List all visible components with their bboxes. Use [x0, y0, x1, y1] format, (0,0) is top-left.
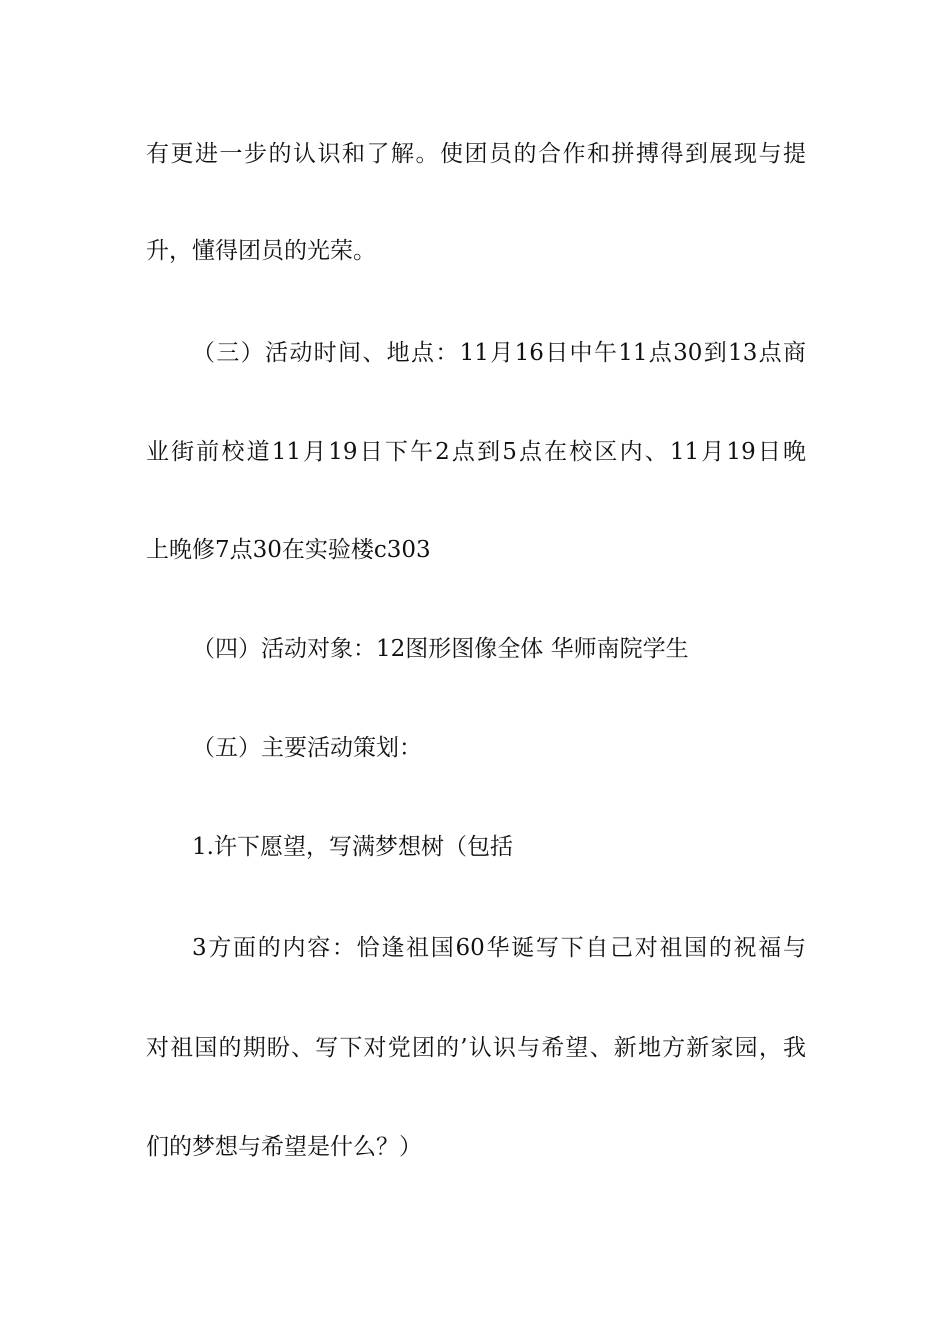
- section-heading-audience: （四）活动对象：12图形图像全体 华师南院学生: [192, 636, 689, 662]
- paragraph-line: 升，懂得团员的光荣。: [146, 238, 376, 264]
- paragraph-line: 有更进一步的认识和了解。使团员的合作和拼搏得到展现与提: [146, 141, 806, 167]
- paragraph-line: 们的梦想与希望是什么？）: [146, 1134, 422, 1160]
- paragraph-line: 业街前校道11月19日下午2点到5点在校区内、11月19日晚: [146, 439, 806, 465]
- paragraph-line: 对祖国的期盼、写下对党团的’认识与希望、新地方新家园，我: [146, 1035, 806, 1061]
- section-heading-time-place: （三）活动时间、地点：11月16日中午11点30到13点商: [192, 340, 806, 366]
- paragraph-line: 上晚修7点30在实验楼c303: [146, 537, 431, 563]
- paragraph-line: 3方面的内容：恰逢祖国60华诞写下自己对祖国的祝福与: [192, 935, 806, 961]
- list-item-1: 1.许下愿望，写满梦想树（包括: [192, 834, 513, 860]
- section-heading-plan: （五）主要活动策划：: [192, 735, 422, 761]
